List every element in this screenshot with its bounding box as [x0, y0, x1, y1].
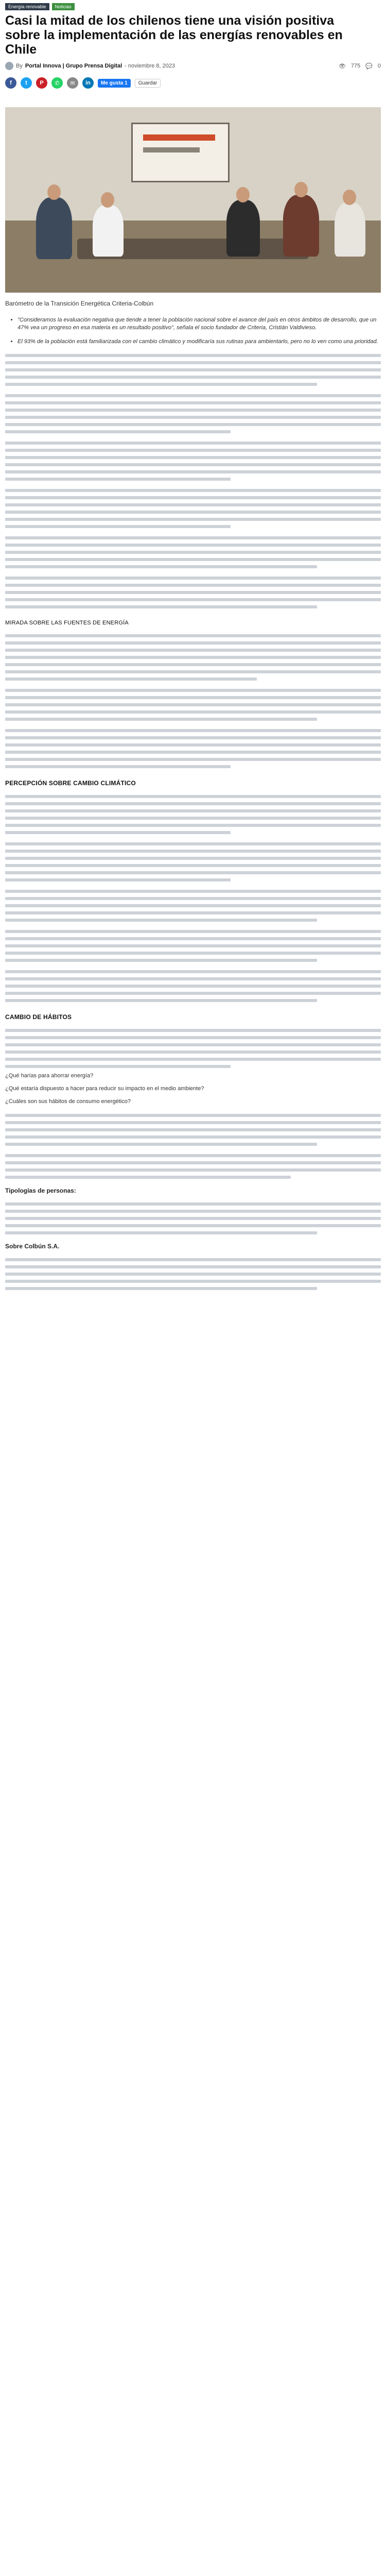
text-line-placeholder [5, 758, 381, 761]
text-line-placeholder [5, 584, 381, 587]
section-heading-cambio-climatico: PERCEPCIÓN SOBRE CAMBIO CLIMÁTICO [5, 779, 136, 787]
body-paragraph [5, 1154, 381, 1179]
text-line-placeholder [5, 897, 381, 900]
body-paragraph [5, 729, 381, 768]
text-line-placeholder [5, 985, 381, 988]
text-line-placeholder [5, 1154, 381, 1157]
text-line-placeholder [5, 1029, 381, 1032]
section-heading-fuentes: MIRADA SOBRE LAS FUENTES DE ENERGÍA [5, 620, 129, 626]
tag-noticias[interactable]: Noticias [52, 3, 75, 10]
text-line-placeholder [5, 1210, 381, 1213]
text-line-placeholder [5, 478, 231, 481]
text-line-placeholder [5, 1065, 231, 1068]
text-line-placeholder [5, 992, 381, 995]
text-line-placeholder [5, 368, 381, 371]
publish-date: - noviembre 8, 2023 [125, 63, 175, 69]
photo-caption: Barómetro de la Transición Energética Criteria-Colbún [5, 300, 154, 307]
text-line-placeholder [5, 977, 381, 980]
text-line-placeholder [5, 577, 381, 580]
text-line-placeholder [5, 1128, 381, 1131]
habit-question: ¿Cuáles son sus hábitos de consumo energético? [5, 1098, 131, 1105]
text-line-placeholder [5, 703, 381, 706]
text-line-placeholder [5, 1217, 381, 1220]
text-line-placeholder [5, 1273, 381, 1276]
eye-icon: 👁 [338, 63, 346, 70]
text-line-placeholder [5, 817, 381, 820]
text-line-placeholder [5, 751, 381, 754]
text-line-placeholder [5, 525, 231, 528]
text-line-placeholder [5, 1043, 381, 1046]
text-line-placeholder [5, 1224, 381, 1227]
text-line-placeholder [5, 871, 381, 874]
text-line-placeholder [5, 1287, 317, 1290]
text-line-placeholder [5, 1143, 317, 1146]
text-line-placeholder [5, 605, 317, 608]
like-button[interactable]: Me gusta 1 [98, 79, 131, 88]
text-line-placeholder [5, 802, 381, 805]
text-line-placeholder [5, 696, 381, 699]
text-line-placeholder [5, 663, 381, 666]
text-line-placeholder [5, 1114, 381, 1117]
share-bar [5, 77, 381, 89]
text-line-placeholder [5, 1168, 381, 1172]
whatsapp-share-icon[interactable]: ✆ [51, 77, 63, 89]
text-line-placeholder [5, 743, 381, 747]
text-line-placeholder [5, 1050, 381, 1054]
text-line-placeholder [5, 864, 381, 867]
text-line-placeholder [5, 904, 381, 907]
text-line-placeholder [5, 930, 381, 933]
text-line-placeholder [5, 824, 381, 827]
text-line-placeholder [5, 649, 381, 652]
text-line-placeholder [5, 1265, 381, 1268]
text-line-placeholder [5, 1136, 381, 1139]
text-line-placeholder [5, 558, 381, 561]
comment-icon[interactable]: 💬 [365, 63, 373, 70]
text-line-placeholder [5, 718, 317, 721]
text-line-placeholder [5, 518, 381, 521]
save-button[interactable]: Guardar [135, 79, 161, 88]
article-headline: Casi la mitad de los chilenos tiene una visión positiva sobre la implementación de las energías renovables en Chile [5, 13, 343, 57]
text-line-placeholder [5, 503, 381, 506]
text-line-placeholder [5, 565, 317, 568]
text-line-placeholder [5, 1202, 381, 1206]
text-line-placeholder [5, 449, 381, 452]
body-paragraph [5, 536, 381, 568]
text-line-placeholder [5, 361, 381, 364]
text-line-placeholder [5, 850, 381, 853]
text-line-placeholder [5, 409, 381, 412]
text-line-placeholder [5, 496, 381, 499]
text-line-placeholder [5, 1036, 381, 1039]
summary-bullet: • "Consideramos la evaluación negativa que tiende a tener la población nacional sobre el avance del país en otros ámbitos de desarrollo, que un 47% vea un progreso en esa materia es un resultado positivo", señala el socio fundador de Criteria, Cristián Valdivieso. [17, 316, 381, 332]
text-line-placeholder [5, 430, 231, 433]
text-line-placeholder [5, 689, 381, 692]
text-line-placeholder [5, 641, 381, 645]
text-line-placeholder [5, 1280, 381, 1283]
habit-question: ¿Qué estaría dispuesto a hacer para reducir su impacto en el medio ambiente? [5, 1086, 204, 1092]
facebook-share-icon[interactable]: f [5, 77, 16, 89]
category-tags [5, 0, 381, 10]
text-line-placeholder [5, 919, 317, 922]
text-line-placeholder [5, 670, 381, 673]
text-line-placeholder [5, 383, 317, 386]
author-avatar [5, 62, 13, 70]
body-paragraph [5, 1114, 381, 1146]
text-line-placeholder [5, 1058, 381, 1061]
body-paragraph [5, 489, 381, 528]
text-line-placeholder [5, 511, 381, 514]
text-line-placeholder [5, 423, 381, 426]
text-line-placeholder [5, 470, 381, 473]
text-line-placeholder [5, 959, 317, 962]
text-line-placeholder [5, 795, 381, 798]
comment-count[interactable]: 0 [377, 63, 381, 69]
presentation-screen [131, 123, 230, 182]
text-line-placeholder [5, 1258, 381, 1261]
text-line-placeholder [5, 394, 381, 397]
summary-bullets [5, 316, 381, 346]
section-heading-habitos: CAMBIO DE HÁBITOS [5, 1013, 72, 1021]
tag-energia-renovable[interactable]: Energía renovable [5, 3, 49, 10]
email-share-icon[interactable]: ✉ [67, 77, 78, 89]
text-line-placeholder [5, 842, 381, 845]
body-paragraph [5, 1029, 381, 1068]
text-line-placeholder [5, 1161, 381, 1164]
text-line-placeholder [5, 1231, 317, 1234]
text-line-placeholder [5, 970, 381, 973]
text-line-placeholder [5, 765, 231, 768]
article-meta [5, 62, 381, 70]
text-line-placeholder [5, 878, 231, 882]
body-paragraph [5, 354, 381, 386]
text-line-placeholder [5, 442, 381, 445]
text-line-placeholder [5, 937, 381, 940]
text-line-placeholder [5, 591, 381, 594]
text-line-placeholder [5, 416, 381, 419]
body-paragraph [5, 577, 381, 608]
text-line-placeholder [5, 736, 381, 739]
text-line-placeholder [5, 1176, 291, 1179]
text-line-placeholder [5, 489, 381, 492]
body-paragraph [5, 970, 381, 1002]
by-label: By [16, 63, 23, 69]
text-line-placeholder [5, 1121, 381, 1124]
text-line-placeholder [5, 634, 381, 637]
text-line-placeholder [5, 536, 381, 539]
section-heading-tipologias: Tipologías de personas: [5, 1187, 76, 1194]
text-line-placeholder [5, 456, 381, 459]
text-line-placeholder [5, 952, 381, 955]
body-paragraph [5, 634, 381, 681]
text-line-placeholder [5, 729, 381, 732]
article-stats [339, 63, 381, 70]
body-paragraph [5, 394, 381, 433]
text-line-placeholder [5, 376, 381, 379]
article-photo [5, 107, 381, 293]
body-paragraph [5, 890, 381, 922]
body-paragraph [5, 442, 381, 481]
body-paragraph [5, 842, 381, 882]
text-line-placeholder [5, 401, 381, 404]
habit-question: ¿Qué harías para ahorrar energía? [5, 1073, 94, 1079]
author-name[interactable]: Portal Innova | Grupo Prensa Digital [25, 63, 122, 69]
body-paragraph [5, 1202, 381, 1234]
text-line-placeholder [5, 710, 381, 714]
text-line-placeholder [5, 890, 381, 893]
text-line-placeholder [5, 598, 381, 601]
text-line-placeholder [5, 551, 381, 554]
body-paragraph [5, 689, 381, 721]
text-line-placeholder [5, 831, 231, 834]
text-line-placeholder [5, 463, 381, 466]
body-paragraph [5, 795, 381, 834]
text-line-placeholder [5, 911, 381, 914]
text-line-placeholder [5, 656, 381, 659]
text-line-placeholder [5, 809, 381, 812]
twitter-share-icon[interactable]: t [21, 77, 32, 89]
text-line-placeholder [5, 999, 317, 1002]
text-line-placeholder [5, 677, 257, 681]
linkedin-share-icon[interactable]: in [82, 77, 94, 89]
summary-bullet: • El 93% de la población está familiarizada con el cambio climático y modificaría sus rutinas para ambientarlo, pero no lo ven como una prioridad. [17, 338, 381, 346]
view-count: 775 [350, 63, 361, 69]
pinterest-share-icon[interactable]: P [36, 77, 47, 89]
text-line-placeholder [5, 857, 381, 860]
text-line-placeholder [5, 354, 381, 357]
body-paragraph [5, 1258, 381, 1290]
text-line-placeholder [5, 544, 381, 547]
text-line-placeholder [5, 944, 381, 947]
body-paragraph [5, 930, 381, 962]
section-heading-colbun: Sobre Colbún S.A. [5, 1243, 60, 1250]
